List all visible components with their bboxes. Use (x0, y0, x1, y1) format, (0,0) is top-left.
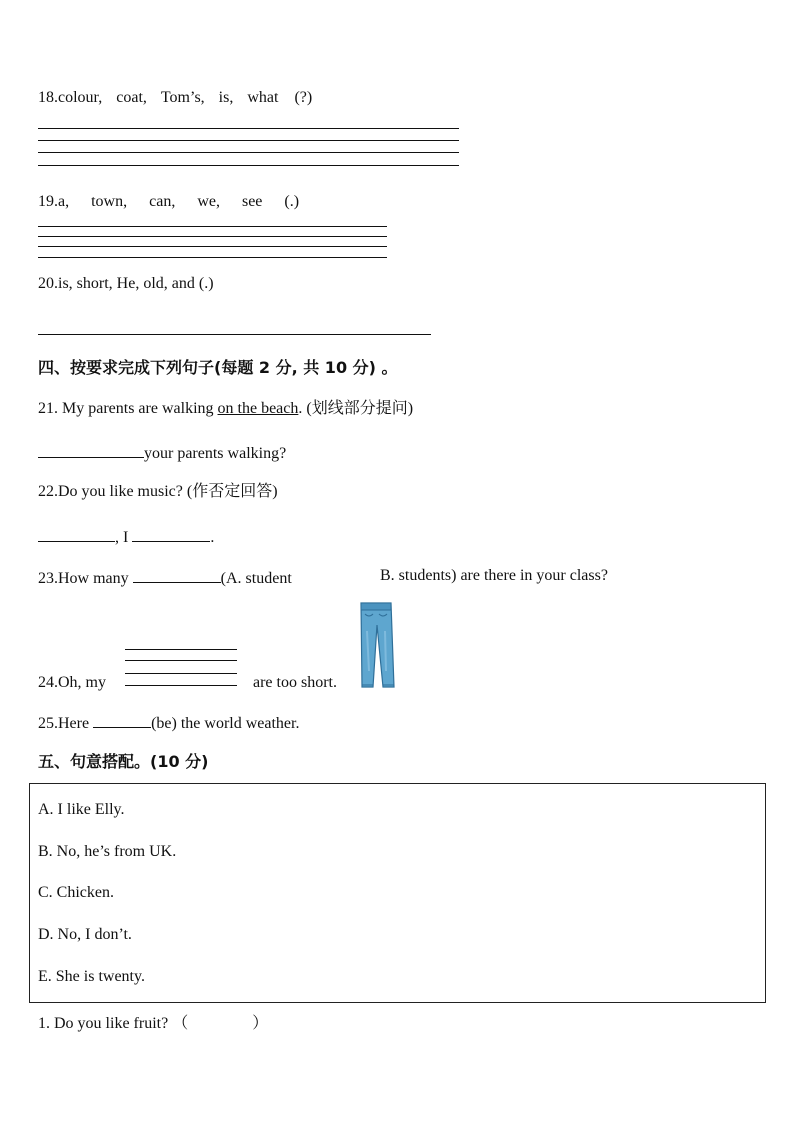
q19-word: we, (197, 193, 220, 210)
option-item: E. She is twenty. (38, 968, 145, 985)
q24-prefix: Oh, my (58, 674, 106, 691)
q22-line (38, 482, 278, 502)
q22-answer-line (38, 525, 214, 548)
answer-line[interactable] (38, 236, 387, 237)
q19-word: see (241, 193, 263, 210)
q18-word: (?) (294, 89, 313, 106)
answer-line[interactable] (125, 685, 237, 686)
answer-line[interactable] (125, 660, 237, 661)
q21-suffix: . (划线部分提问) (298, 400, 414, 417)
fill-blank[interactable] (93, 711, 151, 728)
q20-text: is, short, He, old, and (.) (58, 275, 214, 292)
q18-word: what (247, 89, 279, 106)
q21-number: 21 (38, 400, 54, 417)
q25-number: 25. (38, 715, 58, 732)
jeans-image (355, 601, 397, 689)
q23-number: 23. (38, 570, 58, 587)
q18-number: 18. (38, 89, 58, 106)
fill-blank[interactable] (38, 525, 115, 542)
answer-line[interactable] (125, 649, 237, 650)
section4-heading: 四、按要求完成下列句子(每题 2 分, 共 10 分) 。 (38, 358, 398, 377)
q21-prefix: . My parents are walking (54, 400, 218, 417)
option-item: A. I like Elly. (38, 801, 125, 818)
q23-prefix: How many (58, 570, 133, 587)
answer-line[interactable] (38, 246, 387, 247)
q21-underlined: on the beach (217, 400, 299, 417)
q18-word: Tom’s, (160, 89, 205, 106)
match-question-text: 1. Do you like fruit? (38, 1015, 169, 1032)
answer-line[interactable] (38, 152, 459, 153)
answer-line[interactable] (38, 140, 459, 141)
q21-answer-line (38, 441, 286, 464)
q21-line (38, 399, 413, 419)
option-item: D. No, I don’t. (38, 926, 132, 943)
q21-answer-suffix: your parents walking? (144, 445, 287, 462)
section5-heading: 五、句意搭配。(10 分) (38, 752, 209, 771)
q23-line (38, 566, 292, 589)
option-item: C. Chicken. (38, 884, 114, 901)
q19-word: a, (58, 193, 70, 210)
q24-number: 24. (38, 674, 58, 691)
answer-line[interactable] (38, 165, 459, 166)
q22-text: Do you like music? (作否定回答) (58, 483, 278, 500)
answer-line[interactable] (125, 673, 237, 674)
q24-suffix: are too short. (253, 674, 337, 691)
q20-number: 20. (38, 275, 58, 292)
q18-word: colour, (58, 89, 103, 106)
q25-line (38, 711, 299, 734)
match-question (38, 1014, 268, 1034)
answer-line[interactable] (38, 128, 459, 129)
q19-number: 19. (38, 193, 58, 210)
q19-word: town, (91, 193, 128, 210)
q22-answer-end: . (210, 529, 215, 546)
fill-blank[interactable] (38, 441, 144, 458)
q24-line (38, 673, 106, 693)
q22-answer-mid: , I (115, 529, 133, 546)
q18-word: coat, (116, 89, 147, 106)
answer-line[interactable] (38, 226, 387, 227)
q25-suffix: (be) the world weather. (151, 715, 300, 732)
q19-word: (.) (284, 193, 300, 210)
answer-line[interactable] (38, 257, 387, 258)
q22-number: 22. (38, 483, 58, 500)
answer-parentheses[interactable]: （ ） (172, 1015, 269, 1032)
q25-prefix: Here (58, 715, 94, 732)
q19-line (38, 192, 313, 212)
answer-line[interactable] (38, 334, 431, 335)
q18-line (38, 88, 326, 108)
q19-word: can, (149, 193, 176, 210)
option-item: B. No, he’s from UK. (38, 843, 177, 860)
fill-blank[interactable] (133, 566, 221, 583)
q23-option-b: B. students) are there in your class? (380, 567, 608, 584)
q18-word: is, (218, 89, 234, 106)
q23-option-a: (A. student (220, 570, 292, 587)
fill-blank[interactable] (132, 525, 210, 542)
q20-line (38, 274, 214, 294)
